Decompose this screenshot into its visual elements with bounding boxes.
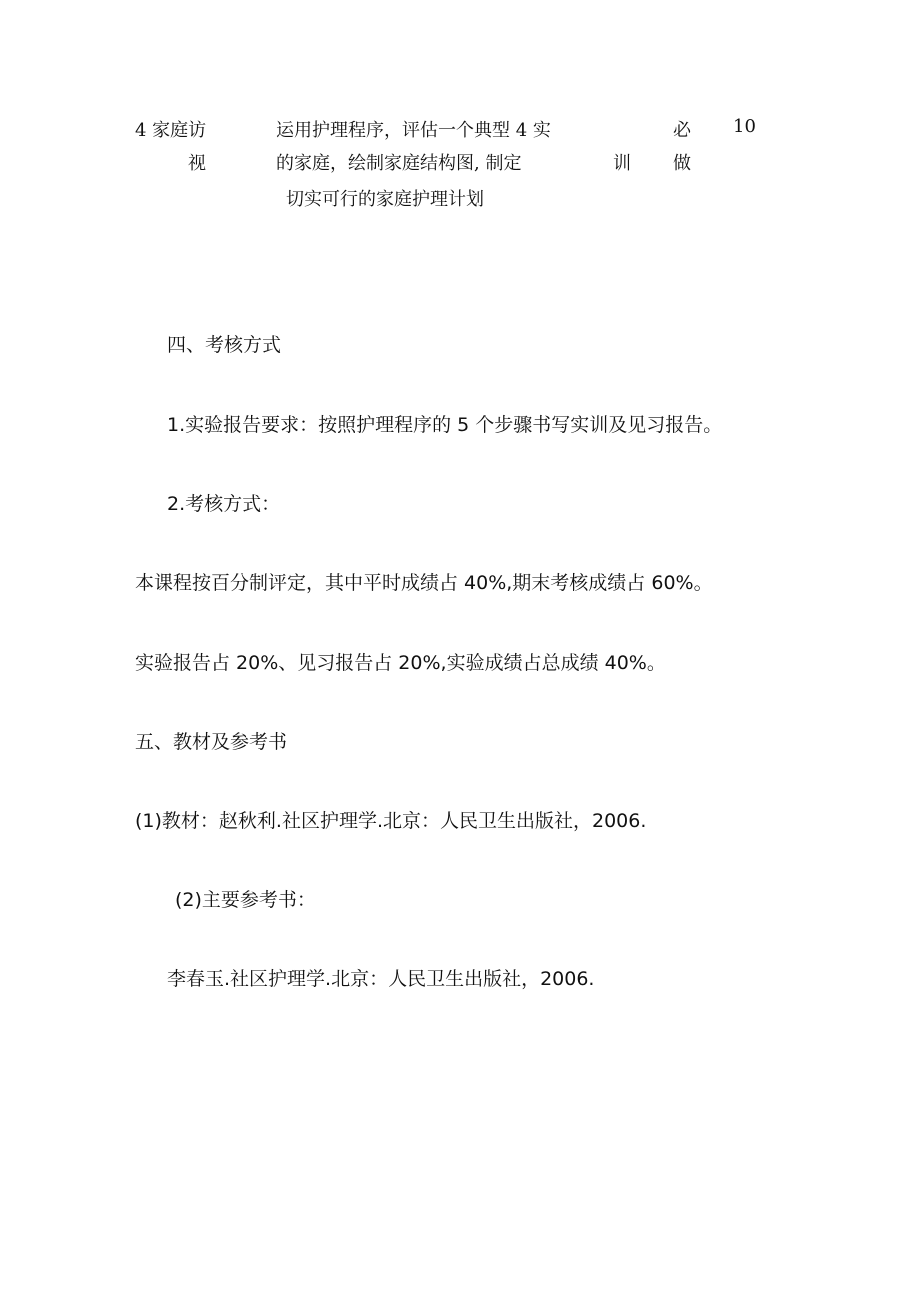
section-heading: 四、考核方式: [167, 334, 282, 356]
course-description-line: 运用护理程序，评估一个典型 4 实: [276, 120, 551, 141]
course-title-continuation: 视: [188, 153, 206, 174]
reference-entry: 李春玉.社区护理学.北京：人民卫生出版社，2006.: [167, 968, 595, 990]
course-description-line: 的家庭，绘制家庭结构图, 制定: [276, 153, 522, 174]
course-hours: 10: [733, 116, 756, 137]
textbook-entry: (1)教材：赵秋利.社区护理学.北京：人民卫生出版社，2006.: [135, 810, 647, 832]
section-heading: 五、教材及参考书: [135, 731, 288, 753]
course-required-char: 做: [673, 153, 691, 174]
course-type-char: 训: [613, 153, 631, 174]
references-label: (2)主要参考书：: [175, 889, 316, 911]
grading-paragraph: 本课程按百分制评定，其中平时成绩占 40%,期末考核成绩占 60%。: [135, 572, 713, 594]
lab-grading-paragraph: 实验报告占 20%、见习报告占 20%,实验成绩占总成绩 40%。: [135, 652, 666, 674]
assessment-method-label: 2.考核方式：: [167, 493, 281, 515]
course-description-line: 切实可行的家庭护理计划: [286, 189, 484, 210]
course-required-char: 必: [673, 120, 691, 141]
course-number-title: 4 家庭访: [135, 120, 207, 141]
report-requirements: 1.实验报告要求：按照护理程序的 5 个步骤书写实训及见习报告。: [167, 414, 723, 436]
